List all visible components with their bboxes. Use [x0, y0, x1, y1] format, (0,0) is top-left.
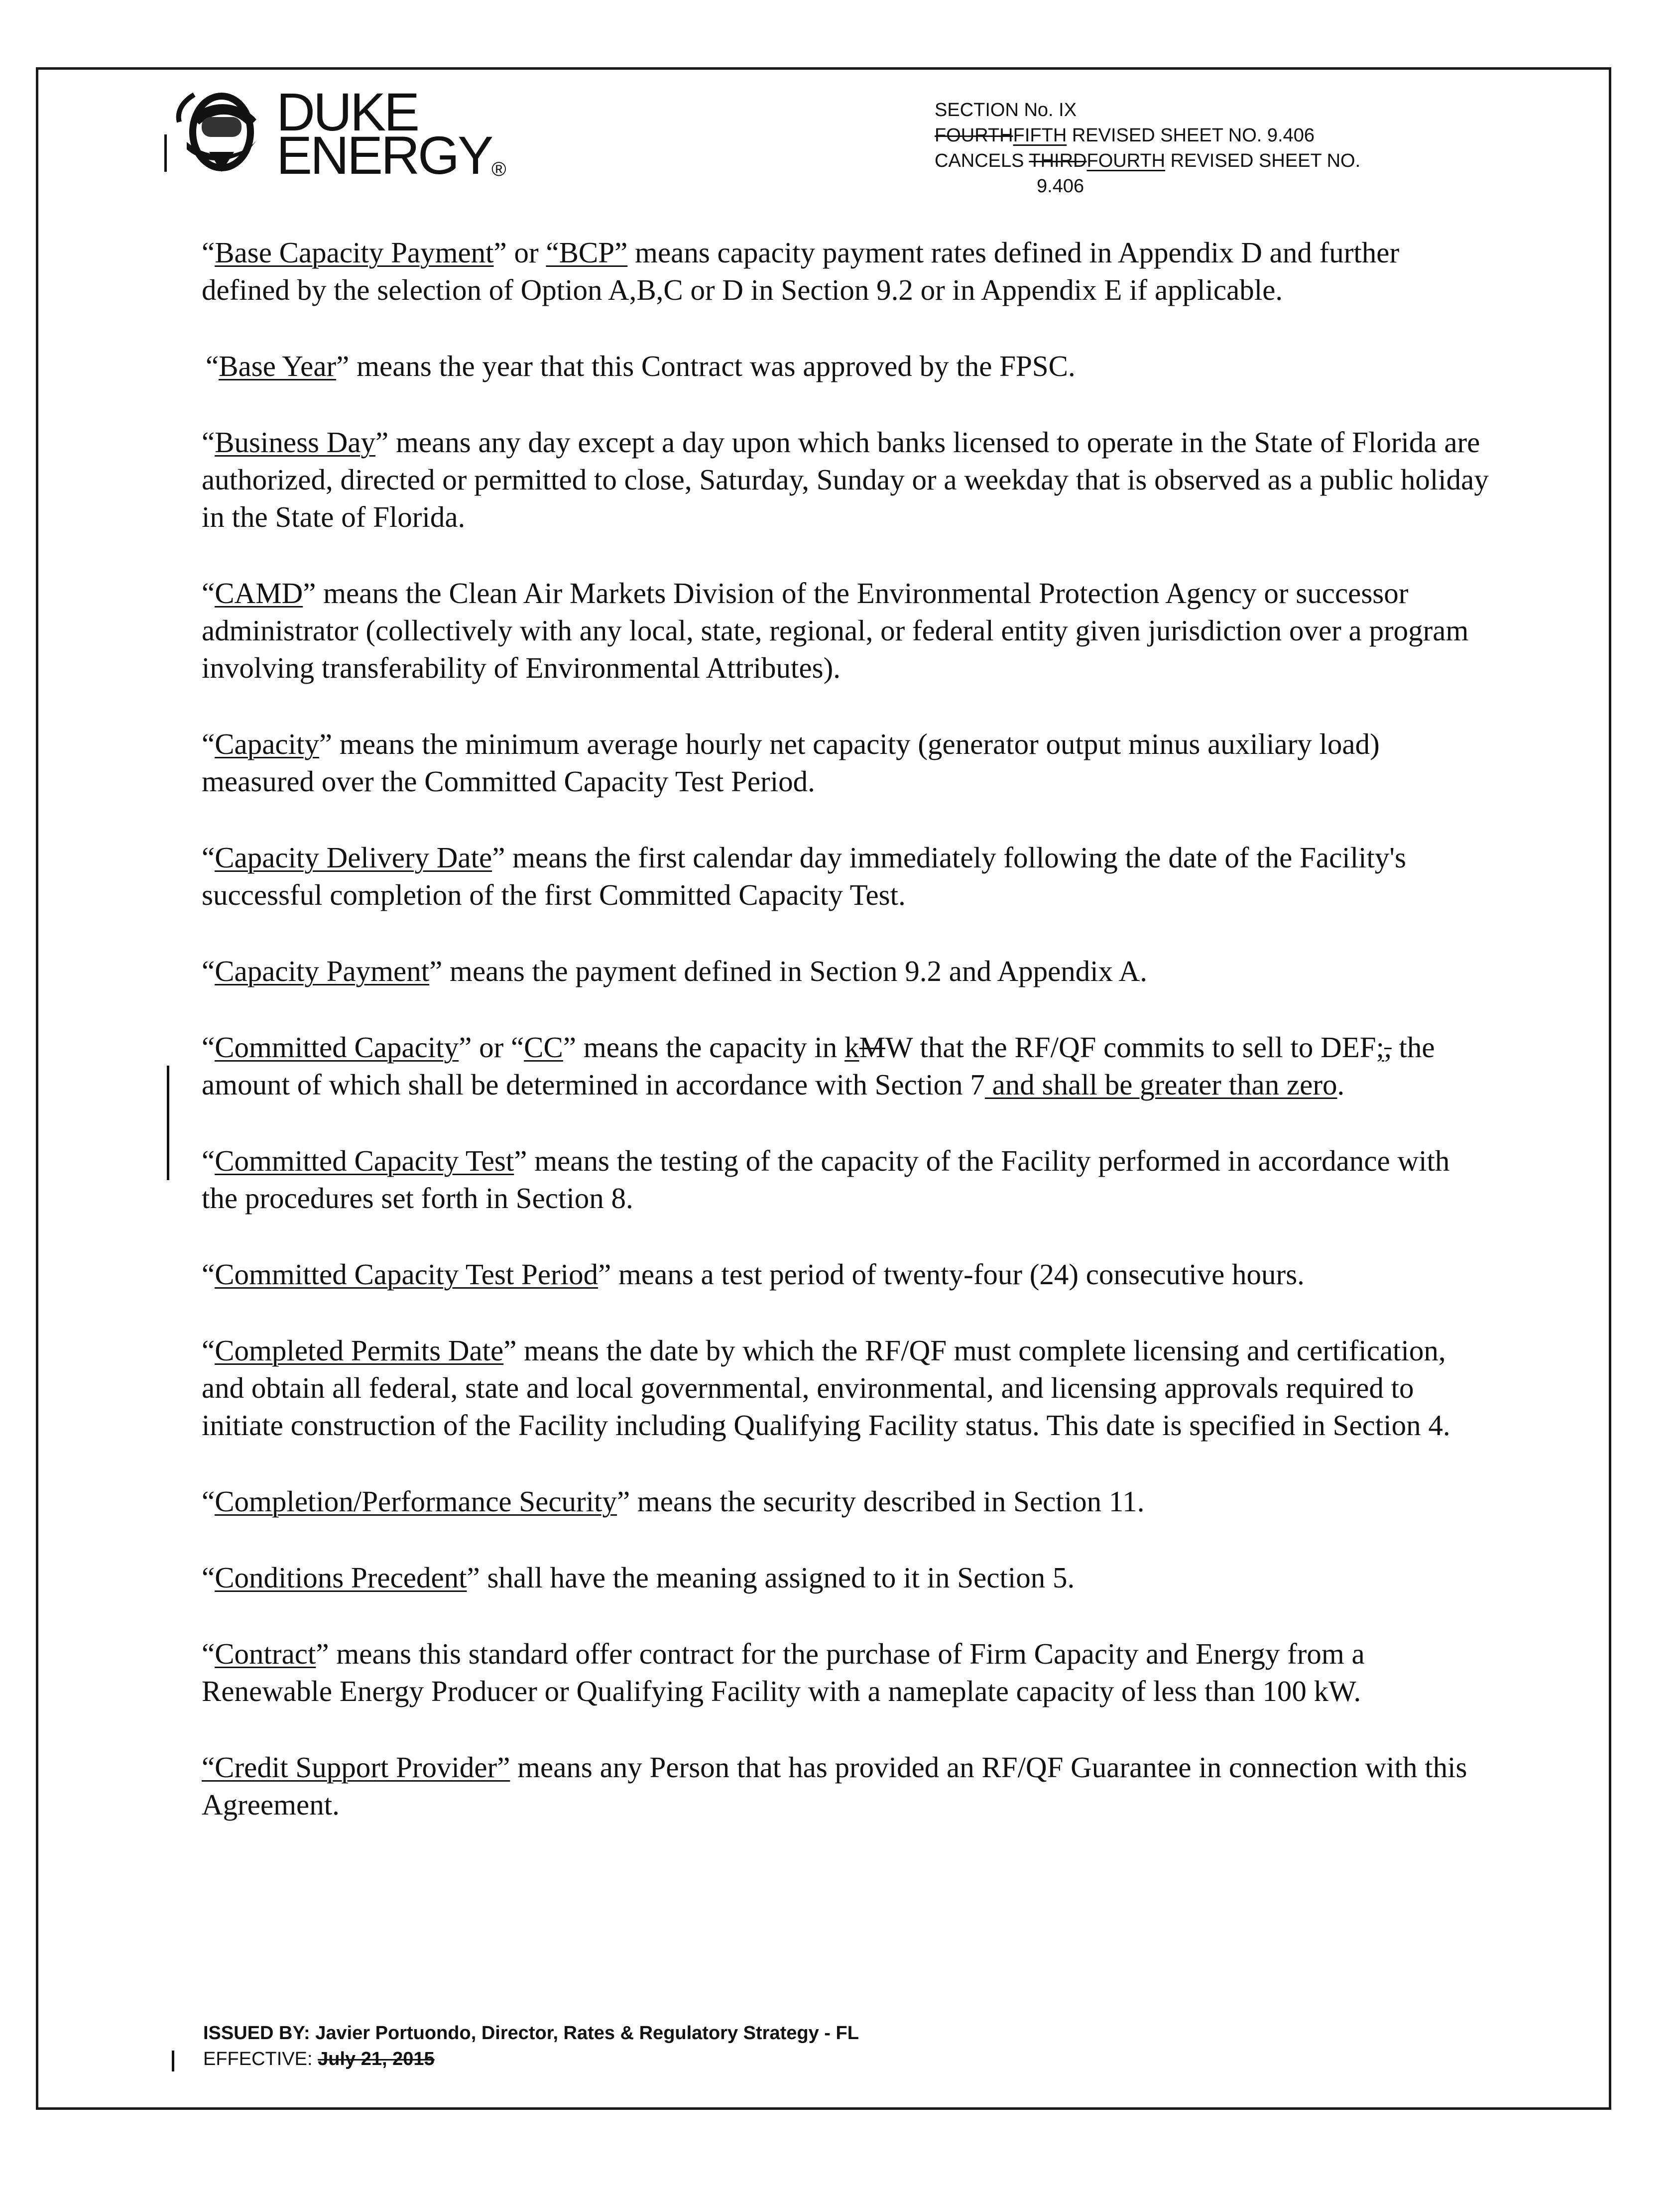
inserted-tail: and shall be greater than zero: [984, 1068, 1337, 1101]
term: Capacity: [215, 728, 319, 760]
logo-line-energy: [276, 125, 506, 194]
quote: “: [202, 1144, 215, 1177]
term: Completion/Performance Security: [215, 1485, 617, 1518]
cancels-prefix: CANCELS: [935, 150, 1024, 171]
footer: [203, 2020, 859, 2072]
quote: “: [202, 1561, 215, 1594]
change-bar-committed-capacity: [167, 1066, 169, 1180]
struck-comma: ,: [1384, 1031, 1392, 1064]
text: ” or: [493, 236, 546, 269]
definition-capacity-delivery-date: [202, 839, 1491, 914]
definition-capacity-payment: [202, 953, 1491, 990]
definition-bcp: [202, 234, 1491, 309]
term: Base Year: [219, 350, 337, 382]
text: ” means the capacity in: [563, 1031, 845, 1064]
definition-credit-support-provider: [202, 1749, 1491, 1823]
text: ” or “: [459, 1031, 524, 1064]
cancels-sheet-number: 9.406: [1037, 176, 1084, 197]
term: Conditions Precedent: [215, 1561, 467, 1594]
term: Committed Capacity Test: [215, 1144, 514, 1177]
issued-line: [203, 2020, 859, 2046]
term-abbrev: “BCP”: [546, 236, 628, 269]
text: ” means the Clean Air Markets Division of the Environmental Protection Agency or successor administrator (collectively with any local, state, regional, or federal entity given jurisdiction over a program involving transferability of Environmental Attributes).: [202, 577, 1469, 684]
quote: “: [202, 236, 215, 269]
registered-mark: ®: [491, 158, 506, 180]
text: .: [1337, 1068, 1345, 1101]
text: ” shall have the meaning assigned to it in Section 5.: [467, 1561, 1075, 1594]
issued-by: Javier Portuondo, Director, Rates & Regulatory Strategy - FL: [315, 2023, 859, 2044]
definition-completion-security: [202, 1483, 1491, 1520]
text: W that the RF/QF commits to sell to DEF: [885, 1031, 1376, 1064]
quote: “: [202, 1258, 215, 1291]
quote: “: [202, 426, 215, 459]
text: ” means any day except a day upon which banks licensed to operate in the State of Florida are authorized, directed or permitted to close, Saturday, Sunday or a weekday that is observed as a public holiday in the State of Florida.: [202, 426, 1489, 533]
cancels-line: [935, 148, 1433, 174]
change-bar-effective: [172, 2051, 174, 2071]
text: ” means the date by which the RF/QF must complete licensing and certification, and obtain all federal, state and local governmental, environmental, and licensing approvals required to initiate construction of the Facility including Qualifying Facility status. This date is specified in Section 4.: [202, 1334, 1450, 1442]
text: ” means a test period of twenty-four (24) consecutive hours.: [598, 1258, 1305, 1291]
cancels-struck: THIRD: [1029, 150, 1087, 171]
text: the amount of which shall be determined in accordance with Section 7: [202, 1031, 1435, 1101]
term: Base Capacity Payment: [215, 236, 494, 269]
text: means any Person that has provided an RF/QF Guarantee in connection with this Agreement.: [202, 1751, 1467, 1821]
quote: “: [202, 1031, 215, 1064]
quote: “: [202, 1485, 215, 1518]
sheet-rest: REVISED SHEET NO. 9.406: [1072, 125, 1315, 146]
term: “Credit Support Provider”: [202, 1751, 510, 1784]
inserted-k: k: [844, 1031, 859, 1064]
text: means capacity payment rates defined in Appendix D and further defined by the selection of Option A,B,C or D in Section 9.2 or in Appendix E if applicable.: [202, 236, 1400, 306]
quote: “: [202, 1637, 215, 1670]
sheet-inserted: FIFTH: [1013, 125, 1067, 146]
quote: “: [202, 577, 215, 609]
definition-cc-test-period: [202, 1256, 1491, 1293]
effective-label: EFFECTIVE:: [203, 2049, 318, 2069]
section-header: [935, 98, 1433, 199]
definition-committed-capacity: [202, 1029, 1491, 1103]
text: ” means the first calendar day immediately following the date of the Facility's successful completion of the first Committed Capacity Test.: [202, 841, 1406, 911]
definition-contract: [202, 1635, 1491, 1710]
logo-line-duke: DUKE: [276, 82, 418, 142]
quote: “: [202, 728, 215, 760]
text: ” means the testing of the capacity of the Facility performed in accordance with the procedures set forth in Section 8.: [202, 1144, 1450, 1214]
term: CAMD: [215, 577, 303, 609]
cancels-rest: REVISED SHEET NO.: [1170, 150, 1361, 171]
term: Capacity Delivery Date: [215, 841, 492, 874]
text: ” means the year that this Contract was approved by the FPSC.: [336, 350, 1076, 382]
definition-business-day: [202, 424, 1491, 536]
sheet-struck: FOURTH: [935, 125, 1013, 146]
quote: “: [202, 841, 215, 874]
quote: “: [202, 955, 215, 987]
sheet-line: [935, 123, 1433, 148]
definition-base-year: [202, 348, 1491, 385]
text: ” means the minimum average hourly net capacity (generator output minus auxiliary load) measured over the Committed Capacity Test Period.: [202, 728, 1380, 798]
inserted-semicolon: ;: [1376, 1031, 1384, 1064]
term: Committed Capacity Test Period: [215, 1258, 599, 1291]
term: Completed Permits Date: [215, 1334, 504, 1367]
term-abbrev: CC: [524, 1031, 563, 1064]
effective-line: [203, 2046, 859, 2072]
term: Capacity Payment: [215, 955, 430, 987]
issued-label: ISSUED BY:: [203, 2023, 316, 2044]
cancels-inserted: FOURTH: [1086, 150, 1166, 171]
text: ” means the payment defined in Section 9.2 and Appendix A.: [429, 955, 1148, 987]
definition-camd: [202, 575, 1491, 687]
definition-cc-test: [202, 1142, 1491, 1217]
term: Business Day: [215, 426, 376, 459]
text: ” means this standard offer contract for the purchase of Firm Capacity and Energy from a Renewable Energy Producer or Qualifying Facility with a nameplate capacity of less than 100 kW.: [202, 1637, 1365, 1707]
definition-completed-permits-date: [202, 1332, 1491, 1444]
effective-struck-date: July 21, 2015: [318, 2049, 435, 2069]
section-number: SECTION No. IX: [935, 100, 1077, 121]
struck-m: M: [859, 1031, 886, 1064]
definitions-list: [202, 234, 1491, 1823]
quote: “: [202, 1334, 215, 1367]
quote: “: [206, 350, 219, 382]
term: Committed Capacity: [215, 1031, 459, 1064]
definition-capacity: [202, 726, 1491, 800]
term: Contract: [215, 1637, 316, 1670]
logo-energy-word: ENERGY: [276, 125, 492, 185]
text: ” means the security described in Section 11.: [616, 1485, 1145, 1518]
definition-conditions-precedent: [202, 1559, 1491, 1596]
